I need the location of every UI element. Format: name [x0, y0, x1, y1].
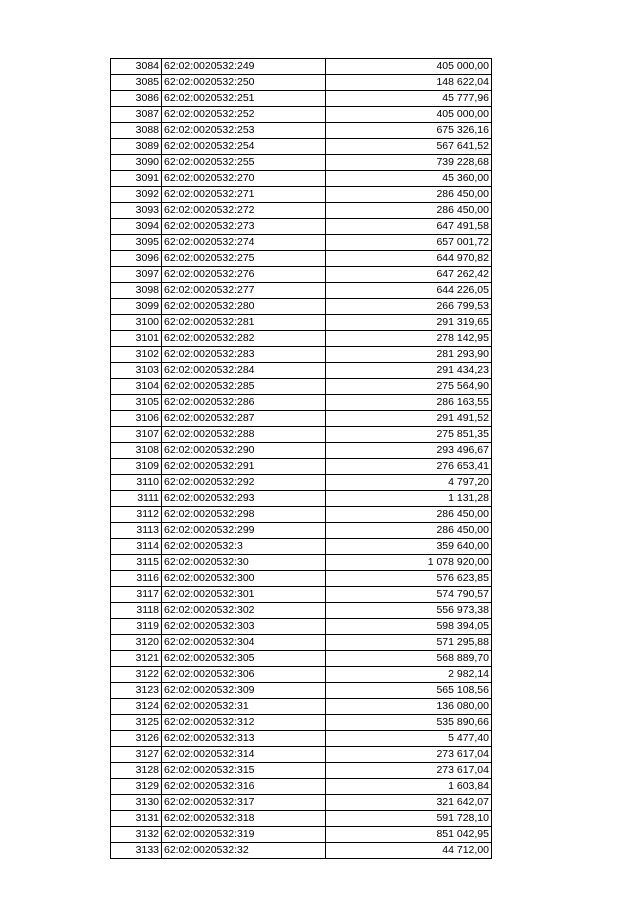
row-number-cell: 3117	[111, 587, 162, 603]
cadastral-value-cell: 291 491,52	[326, 411, 492, 427]
row-number-cell: 3098	[111, 283, 162, 299]
cadastral-value-cell: 275 564,90	[326, 379, 492, 395]
table-row	[111, 235, 492, 251]
cadastral-number-cell: 62:02:0020532:319	[162, 827, 326, 843]
cadastral-value-cell: 266 799,53	[326, 299, 492, 315]
cadastral-number-cell: 62:02:0020532:301	[162, 587, 326, 603]
cadastral-value-cell: 647 262,42	[326, 267, 492, 283]
row-number-cell: 3105	[111, 395, 162, 411]
table-row	[111, 523, 492, 539]
table-row	[111, 427, 492, 443]
cadastral-number-cell: 62:02:0020532:304	[162, 635, 326, 651]
cadastral-value-cell: 286 450,00	[326, 523, 492, 539]
table-row	[111, 475, 492, 491]
row-number-cell: 3086	[111, 91, 162, 107]
table-row	[111, 507, 492, 523]
row-number-cell: 3126	[111, 731, 162, 747]
row-number-cell: 3133	[111, 843, 162, 859]
table-row	[111, 699, 492, 715]
table-row	[111, 155, 492, 171]
cadastral-number-cell: 62:02:0020532:255	[162, 155, 326, 171]
cadastral-number-cell: 62:02:0020532:300	[162, 571, 326, 587]
cadastral-number-cell: 62:02:0020532:254	[162, 139, 326, 155]
row-number-cell: 3118	[111, 603, 162, 619]
table-row	[111, 571, 492, 587]
cadastral-number-cell: 62:02:0020532:290	[162, 443, 326, 459]
cadastral-value-cell: 5 477,40	[326, 731, 492, 747]
row-number-cell: 3131	[111, 811, 162, 827]
cadastral-value-cell: 136 080,00	[326, 699, 492, 715]
row-number-cell: 3108	[111, 443, 162, 459]
cadastral-value-cell: 647 491,58	[326, 219, 492, 235]
cadastral-value-cell: 286 450,00	[326, 187, 492, 203]
table-row	[111, 411, 492, 427]
cadastral-value-cell: 556 973,38	[326, 603, 492, 619]
cadastral-value-cell: 291 319,65	[326, 315, 492, 331]
row-number-cell: 3122	[111, 667, 162, 683]
table-row	[111, 75, 492, 91]
row-number-cell: 3111	[111, 491, 162, 507]
table-row	[111, 491, 492, 507]
cadastral-number-cell: 62:02:0020532:309	[162, 683, 326, 699]
row-number-cell: 3112	[111, 507, 162, 523]
row-number-cell: 3116	[111, 571, 162, 587]
row-number-cell: 3106	[111, 411, 162, 427]
cadastral-value-cell: 45 360,00	[326, 171, 492, 187]
cadastral-number-cell: 62:02:0020532:313	[162, 731, 326, 747]
cadastral-value-cell: 567 641,52	[326, 139, 492, 155]
row-number-cell: 3096	[111, 251, 162, 267]
row-number-cell: 3115	[111, 555, 162, 571]
cadastral-number-cell: 62:02:0020532:281	[162, 315, 326, 331]
table-row	[111, 299, 492, 315]
cadastral-value-cell: 321 642,07	[326, 795, 492, 811]
cadastral-number-cell: 62:02:0020532:274	[162, 235, 326, 251]
cadastral-value-cell: 675 326,16	[326, 123, 492, 139]
cadastral-number-cell: 62:02:0020532:314	[162, 747, 326, 763]
row-number-cell: 3113	[111, 523, 162, 539]
cadastral-number-cell: 62:02:0020532:271	[162, 187, 326, 203]
row-number-cell: 3127	[111, 747, 162, 763]
row-number-cell: 3087	[111, 107, 162, 123]
cadastral-value-cell: 291 434,23	[326, 363, 492, 379]
table-row	[111, 555, 492, 571]
cadastral-value-cell: 148 622,04	[326, 75, 492, 91]
table-row	[111, 779, 492, 795]
row-number-cell: 3109	[111, 459, 162, 475]
cadastral-value-table	[110, 58, 492, 859]
row-number-cell: 3104	[111, 379, 162, 395]
table-row	[111, 59, 492, 75]
table-row	[111, 139, 492, 155]
cadastral-number-cell: 62:02:0020532:317	[162, 795, 326, 811]
table-row	[111, 267, 492, 283]
cadastral-value-cell: 565 108,56	[326, 683, 492, 699]
cadastral-value-cell: 293 496,67	[326, 443, 492, 459]
row-number-cell: 3128	[111, 763, 162, 779]
row-number-cell: 3107	[111, 427, 162, 443]
cadastral-number-cell: 62:02:0020532:280	[162, 299, 326, 315]
table-row	[111, 379, 492, 395]
table-row	[111, 667, 492, 683]
cadastral-value-cell: 276 653,41	[326, 459, 492, 475]
row-number-cell: 3090	[111, 155, 162, 171]
table-row	[111, 123, 492, 139]
cadastral-number-cell: 62:02:0020532:312	[162, 715, 326, 731]
row-number-cell: 3120	[111, 635, 162, 651]
row-number-cell: 3093	[111, 203, 162, 219]
cadastral-number-cell: 62:02:0020532:288	[162, 427, 326, 443]
table-row	[111, 315, 492, 331]
cadastral-value-cell: 598 394,05	[326, 619, 492, 635]
cadastral-number-cell: 62:02:0020532:299	[162, 523, 326, 539]
table-row	[111, 683, 492, 699]
table-row	[111, 219, 492, 235]
cadastral-number-cell: 62:02:0020532:252	[162, 107, 326, 123]
cadastral-number-cell: 62:02:0020532:30	[162, 555, 326, 571]
row-number-cell: 3085	[111, 75, 162, 91]
cadastral-number-cell: 62:02:0020532:291	[162, 459, 326, 475]
table-row	[111, 811, 492, 827]
cadastral-value-cell: 739 228,68	[326, 155, 492, 171]
cadastral-number-cell: 62:02:0020532:276	[162, 267, 326, 283]
cadastral-value-cell: 405 000,00	[326, 59, 492, 75]
cadastral-number-cell: 62:02:0020532:284	[162, 363, 326, 379]
cadastral-value-cell: 574 790,57	[326, 587, 492, 603]
table-row	[111, 395, 492, 411]
table-row	[111, 715, 492, 731]
cadastral-value-cell: 286 450,00	[326, 507, 492, 523]
table-row	[111, 763, 492, 779]
table-row	[111, 795, 492, 811]
table-row	[111, 603, 492, 619]
row-number-cell: 3100	[111, 315, 162, 331]
table-row	[111, 251, 492, 267]
row-number-cell: 3089	[111, 139, 162, 155]
cadastral-number-cell: 62:02:0020532:298	[162, 507, 326, 523]
cadastral-value-cell: 576 623,85	[326, 571, 492, 587]
cadastral-number-cell: 62:02:0020532:286	[162, 395, 326, 411]
row-number-cell: 3094	[111, 219, 162, 235]
row-number-cell: 3092	[111, 187, 162, 203]
cadastral-number-cell: 62:02:0020532:272	[162, 203, 326, 219]
cadastral-value-cell: 568 889,70	[326, 651, 492, 667]
table-row	[111, 107, 492, 123]
row-number-cell: 3123	[111, 683, 162, 699]
cadastral-number-cell: 62:02:0020532:287	[162, 411, 326, 427]
row-number-cell: 3121	[111, 651, 162, 667]
cadastral-value-cell: 278 142,95	[326, 331, 492, 347]
row-number-cell: 3101	[111, 331, 162, 347]
table-row	[111, 203, 492, 219]
table-row	[111, 587, 492, 603]
table-row	[111, 827, 492, 843]
cadastral-number-cell: 62:02:0020532:318	[162, 811, 326, 827]
cadastral-number-cell: 62:02:0020532:253	[162, 123, 326, 139]
cadastral-number-cell: 62:02:0020532:32	[162, 843, 326, 859]
row-number-cell: 3102	[111, 347, 162, 363]
cadastral-value-cell: 591 728,10	[326, 811, 492, 827]
table-row	[111, 443, 492, 459]
table-row	[111, 843, 492, 859]
cadastral-number-cell: 62:02:0020532:292	[162, 475, 326, 491]
row-number-cell: 3125	[111, 715, 162, 731]
cadastral-number-cell: 62:02:0020532:303	[162, 619, 326, 635]
cadastral-number-cell: 62:02:0020532:275	[162, 251, 326, 267]
cadastral-number-cell: 62:02:0020532:249	[162, 59, 326, 75]
cadastral-number-cell: 62:02:0020532:273	[162, 219, 326, 235]
cadastral-number-cell: 62:02:0020532:306	[162, 667, 326, 683]
cadastral-number-cell: 62:02:0020532:31	[162, 699, 326, 715]
cadastral-number-cell: 62:02:0020532:302	[162, 603, 326, 619]
table-row	[111, 91, 492, 107]
cadastral-value-cell: 45 777,96	[326, 91, 492, 107]
cadastral-number-cell: 62:02:0020532:251	[162, 91, 326, 107]
cadastral-value-cell: 644 970,82	[326, 251, 492, 267]
row-number-cell: 3124	[111, 699, 162, 715]
cadastral-number-cell: 62:02:0020532:315	[162, 763, 326, 779]
row-number-cell: 3132	[111, 827, 162, 843]
cadastral-value-cell: 571 295,88	[326, 635, 492, 651]
cadastral-value-cell: 281 293,90	[326, 347, 492, 363]
cadastral-number-cell: 62:02:0020532:305	[162, 651, 326, 667]
cadastral-number-cell: 62:02:0020532:283	[162, 347, 326, 363]
row-number-cell: 3099	[111, 299, 162, 315]
cadastral-value-cell: 4 797,20	[326, 475, 492, 491]
row-number-cell: 3097	[111, 267, 162, 283]
cadastral-number-cell: 62:02:0020532:293	[162, 491, 326, 507]
cadastral-value-cell: 1 078 920,00	[326, 555, 492, 571]
row-number-cell: 3119	[111, 619, 162, 635]
cadastral-number-cell: 62:02:0020532:282	[162, 331, 326, 347]
cadastral-number-cell: 62:02:0020532:270	[162, 171, 326, 187]
table-row	[111, 747, 492, 763]
table-row	[111, 635, 492, 651]
row-number-cell: 3095	[111, 235, 162, 251]
cadastral-value-cell: 286 450,00	[326, 203, 492, 219]
cadastral-number-cell: 62:02:0020532:285	[162, 379, 326, 395]
cadastral-number-cell: 62:02:0020532:277	[162, 283, 326, 299]
cadastral-number-cell: 62:02:0020532:250	[162, 75, 326, 91]
cadastral-value-cell: 275 851,35	[326, 427, 492, 443]
cadastral-number-cell: 62:02:0020532:316	[162, 779, 326, 795]
cadastral-value-cell: 273 617,04	[326, 747, 492, 763]
table-row	[111, 347, 492, 363]
table-row	[111, 283, 492, 299]
row-number-cell: 3130	[111, 795, 162, 811]
row-number-cell: 3084	[111, 59, 162, 75]
table-row	[111, 459, 492, 475]
cadastral-value-cell: 1 603,84	[326, 779, 492, 795]
table-row	[111, 171, 492, 187]
row-number-cell: 3110	[111, 475, 162, 491]
cadastral-value-cell: 644 226,05	[326, 283, 492, 299]
row-number-cell: 3088	[111, 123, 162, 139]
row-number-cell: 3103	[111, 363, 162, 379]
row-number-cell: 3114	[111, 539, 162, 555]
table-row	[111, 651, 492, 667]
cadastral-value-cell: 273 617,04	[326, 763, 492, 779]
table-row	[111, 539, 492, 555]
cadastral-value-cell: 405 000,00	[326, 107, 492, 123]
table-row	[111, 731, 492, 747]
cadastral-value-cell: 535 890,66	[326, 715, 492, 731]
cadastral-number-cell: 62:02:0020532:3	[162, 539, 326, 555]
table-row	[111, 331, 492, 347]
cadastral-value-cell: 2 982,14	[326, 667, 492, 683]
row-number-cell: 3091	[111, 171, 162, 187]
table-row	[111, 187, 492, 203]
cadastral-value-cell: 359 640,00	[326, 539, 492, 555]
cadastral-value-cell: 851 042,95	[326, 827, 492, 843]
table-row	[111, 363, 492, 379]
cadastral-value-cell: 657 001,72	[326, 235, 492, 251]
table-body	[111, 59, 492, 859]
row-number-cell: 3129	[111, 779, 162, 795]
cadastral-value-cell: 286 163,55	[326, 395, 492, 411]
cadastral-value-cell: 44 712,00	[326, 843, 492, 859]
cadastral-value-cell: 1 131,28	[326, 491, 492, 507]
table-row	[111, 619, 492, 635]
